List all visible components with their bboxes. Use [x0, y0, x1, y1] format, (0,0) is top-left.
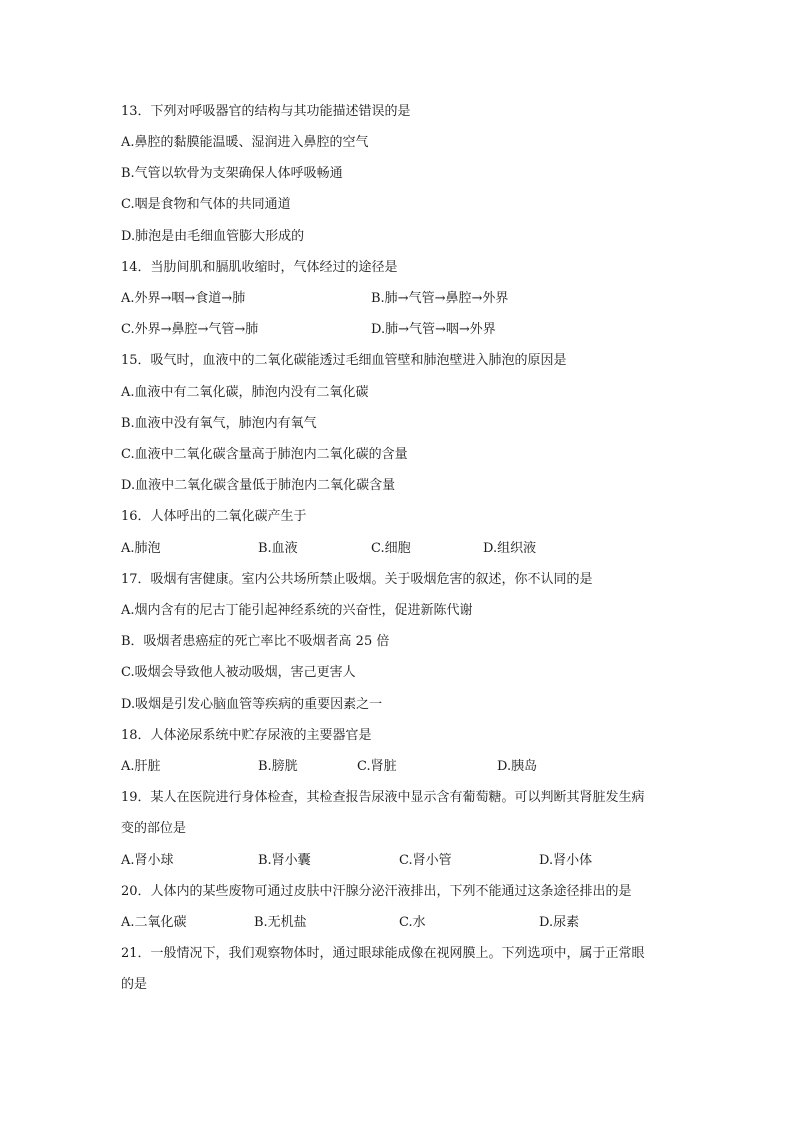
question-15-stem: 15．吸气时，血液中的二氧化碳能透过毛细血管壁和肺泡壁进入肺泡的原因是 — [121, 353, 567, 368]
question-19-stem-line-1: 19．某人在医院进行身体检查，其检查报告尿液中显示含有葡萄糖。可以判断其肾脏发生病 — [121, 790, 645, 805]
question-19-stem-line-2: 变的部位是 — [121, 821, 187, 836]
question-19-option-b: B.肾小囊 — [258, 853, 311, 868]
question-17-option-d: D.吸烟是引发心脑血管等疾病的重要因素之一 — [121, 697, 383, 712]
question-18-option-a: A.肝脏 — [121, 759, 161, 774]
question-15-option-b: B.血液中没有氧气，肺泡内有氧气 — [121, 416, 317, 431]
question-16-option-d: D.组织液 — [483, 541, 537, 556]
question-15-option-d: D.血液中二氧化碳含量低于肺泡内二氧化碳含量 — [121, 478, 396, 493]
question-17-option-c: C.吸烟会导致他人被动吸烟，害己更害人 — [121, 665, 356, 680]
question-13-option-c: C.咽是食物和气体的共同通道 — [121, 197, 291, 212]
question-18-option-d: D.胰岛 — [497, 759, 538, 774]
question-21-stem-line-1: 21．一般情况下，我们观察物体时，通过眼球能成像在视网膜上。下列选项中，属于正常眼 — [121, 946, 645, 961]
question-13-stem: 13．下列对呼吸器官的结构与其功能描述错误的是 — [121, 104, 411, 119]
question-17-option-a: A.烟内含有的尼古丁能引起神经系统的兴奋性，促进新陈代谢 — [121, 603, 473, 618]
question-14-option-c: C.外界→鼻腔→气管→肺 — [121, 322, 259, 337]
question-16-option-c: C.细胞 — [371, 541, 411, 556]
question-19-option-a: A.肾小球 — [121, 853, 174, 868]
question-20-stem: 20．人体内的某些废物可通过皮肤中汗腺分泌汗液排出，下列不能通过这条途径排出的是 — [121, 884, 632, 899]
question-15-option-c: C.血液中二氧化碳含量高于肺泡内二氧化碳的含量 — [121, 447, 408, 462]
question-16-option-b: B.血液 — [258, 541, 298, 556]
question-18-option-c: C.肾脏 — [357, 759, 397, 774]
question-13-option-a: A.鼻腔的黏膜能温暖、湿润进入鼻腔的空气 — [121, 135, 369, 150]
question-19-option-d: D.肾小体 — [539, 853, 593, 868]
question-13-option-b: B.气管以软骨为支架确保人体呼吸畅通 — [121, 166, 343, 181]
question-19-option-c: C.肾小管 — [399, 853, 452, 868]
question-13-option-d: D.肺泡是由毛细血管膨大形成的 — [121, 229, 305, 244]
question-14-option-d: D.肺→气管→咽→外界 — [371, 322, 496, 337]
question-18-stem: 18．人体泌尿系统中贮存尿液的主要器官是 — [121, 728, 372, 743]
question-18-option-b: B.膀胱 — [258, 759, 298, 774]
question-17-option-b: B．吸烟者患癌症的死亡率比不吸烟者高 25 倍 — [121, 634, 390, 649]
question-20-option-c: C.水 — [399, 915, 426, 930]
question-21-stem-line-2: 的是 — [121, 977, 148, 992]
question-14-option-b: B.肺→气管→鼻腔→外界 — [371, 291, 509, 306]
question-14-stem: 14．当肋间肌和膈肌收缩时，气体经过的途径是 — [121, 260, 398, 275]
question-16-stem: 16．人体呼出的二氧化碳产生于 — [121, 509, 307, 524]
question-20-option-d: D.尿素 — [539, 915, 580, 930]
question-16-option-a: A.肺泡 — [121, 541, 161, 556]
question-20-option-b: B.无机盐 — [254, 915, 307, 930]
question-17-stem: 17．吸烟有害健康。室内公共场所禁止吸烟。关于吸烟危害的叙述，你不认同的是 — [121, 572, 593, 587]
question-15-option-a: A.血液中有二氧化碳，肺泡内没有二氧化碳 — [121, 385, 369, 400]
question-14-option-a: A.外界→咽→食道→肺 — [121, 291, 246, 306]
question-20-option-a: A.二氧化碳 — [121, 915, 187, 930]
